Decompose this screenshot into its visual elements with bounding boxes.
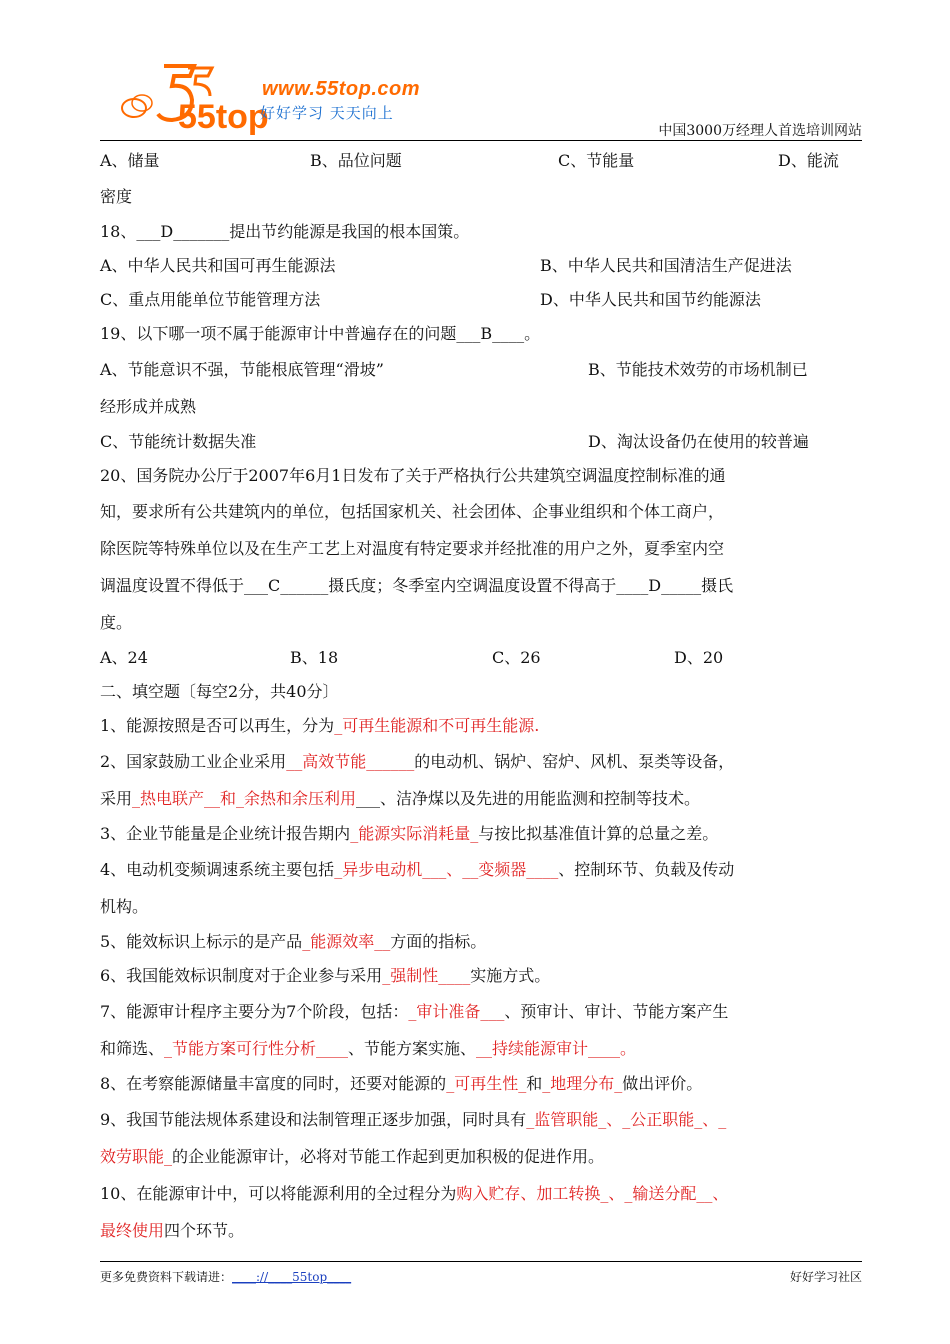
fill-5: 5、能效标识上标示的是产品_能源效率__方面的指标。 bbox=[100, 932, 487, 951]
fill-7-answer-1: _审计准备___ bbox=[408, 1002, 505, 1021]
fill-8-answer-2: _地理分布_ bbox=[542, 1074, 623, 1093]
q18-options-row1 bbox=[100, 249, 862, 283]
fill-5-answer: _能源效率__ bbox=[302, 932, 391, 951]
fill-2-answer-1: __高效节能______ bbox=[286, 752, 415, 771]
page-header bbox=[100, 52, 862, 140]
q19-stem: 19、以下哪一项不属于能源审计中普遍存在的问题___B____。 bbox=[100, 324, 541, 343]
q17-option-a: A、储量 bbox=[100, 151, 160, 170]
q18-stem: 18、___D_______提出节约能源是我国的根本国策。 bbox=[100, 222, 470, 241]
fill-1: 1、能源按照是否可以再生，分为_可再生能源和不可再生能源. bbox=[100, 716, 540, 735]
fill-7-line-2: 和筛选、_节能方案可行性分析____、节能方案实施、__持续能源审计____。 bbox=[100, 1039, 637, 1058]
q17-option-b: B、品位问题 bbox=[310, 151, 402, 170]
fill-10-line-1: 10、在能源审计中，可以将能源利用的全过程分为购入贮存、加工转换_、_输送分配__、 bbox=[100, 1184, 729, 1203]
fill-6-answer: _强制性____ bbox=[382, 966, 471, 985]
q20-option-b: B、18 bbox=[290, 648, 339, 667]
fill-7-line-1: 7、能源审计程序主要分为7个阶段，包括：_审计准备___、预审计、审计、节能方案产生 bbox=[100, 1002, 729, 1021]
logo-text: 55top bbox=[178, 98, 269, 136]
fill-7-answer-2: _节能方案可行性分析____ bbox=[164, 1039, 349, 1058]
fill-1-answer: _可再生能源和不可再生能源. bbox=[334, 716, 540, 735]
fill-9-answer-1: _监管职能_、_公正职能_、_ bbox=[526, 1110, 727, 1129]
section-2-title: 二、填空题〔每空2分，共40分〕 bbox=[100, 682, 339, 701]
q19-option-d: D、淘汰设备仍在使用的较普遍 bbox=[588, 432, 809, 451]
q19-option-b: B、节能技术效劳的市场机制已 bbox=[588, 360, 808, 379]
q20-line-5: 度。 bbox=[100, 613, 133, 632]
fill-9-answer-2: 效劳职能_ bbox=[100, 1147, 173, 1166]
q17-option-d-continued: 密度 bbox=[100, 187, 133, 206]
q20-line-1: 20、国务院办公厅于2007年6月1日发布了关于严格执行公共建筑空调温度控制标准的通 bbox=[100, 466, 726, 485]
fill-2-line-2: 采用_热电联产__和_余热和余压利用___、洁净煤以及先进的用能监测和控制等技术。 bbox=[100, 789, 701, 808]
q18-options-row2 bbox=[100, 283, 862, 317]
fill-4-line-2: 机构。 bbox=[100, 897, 149, 916]
q19-options-row2 bbox=[100, 425, 862, 459]
footer-link[interactable]: ____://____55top____ bbox=[232, 1270, 352, 1284]
q20-line-3: 除医院等特殊单位以及在生产工艺上对温度有特定要求并经批准的用户之外，夏季室内空 bbox=[100, 539, 725, 558]
55top-logo-icon bbox=[112, 56, 269, 136]
fill-4-line-1: 4、电动机变频调速系统主要包括_异步电动机___、__变频器____、控制环节、负载及传动 bbox=[100, 860, 735, 879]
q19-option-a: A、节能意识不强，节能根底管理“滑坡” bbox=[100, 360, 384, 379]
fill-7-answer-3: __持续能源审计____。 bbox=[476, 1039, 637, 1058]
q17-option-d: D、能流 bbox=[778, 151, 839, 170]
site-slogan: 好好学习 天天向上 bbox=[260, 104, 394, 122]
footer-download-text: 更多免费资料下载请进： bbox=[100, 1270, 233, 1284]
site-url: www.55top.com bbox=[262, 78, 421, 100]
q20-line-4: 调温度设置不得低于___C______摄氏度；冬季室内空调温度设置不得高于____D_____摄氏 bbox=[100, 576, 734, 595]
q19-options-row1 bbox=[100, 351, 862, 388]
fill-8: 8、在考察能源储量丰富度的同时，还要对能源的_可再生性_和_地理分布_做出评价。 bbox=[100, 1074, 703, 1093]
fill-6: 6、我国能效标识制度对于企业参与采用_强制性____实施方式。 bbox=[100, 966, 551, 985]
q18-option-d: D、中华人民共和国节约能源法 bbox=[540, 290, 761, 309]
fill-4-answer: _异步电动机___、__变频器____ bbox=[334, 860, 559, 879]
fill-9-line-2: 效劳职能_的企业能源审计，必将对节能工作起到更加积极的促进作用。 bbox=[100, 1147, 605, 1166]
q20-option-c: C、26 bbox=[492, 648, 541, 667]
q17-options bbox=[100, 144, 862, 178]
q20-option-d: D、20 bbox=[674, 648, 724, 667]
fill-8-answer-1: _可再生性_ bbox=[446, 1074, 527, 1093]
q18-option-a: A、中华人民共和国可再生能源法 bbox=[100, 256, 336, 275]
footer-divider bbox=[100, 1261, 862, 1262]
q20-option-a: A、24 bbox=[100, 648, 148, 667]
fill-2-answer-2: _热电联产__和_余热和余压利用 bbox=[132, 789, 357, 808]
q17-option-c: C、节能量 bbox=[558, 151, 635, 170]
fill-10-answer-1: 购入贮存、加工转换_、_输送分配__、 bbox=[456, 1184, 729, 1203]
q19-option-c: C、节能统计数据失准 bbox=[100, 432, 257, 451]
fill-10-answer-2: 最终使用 bbox=[100, 1221, 165, 1240]
fill-2-line-1: 2、国家鼓励工业企业采用__高效节能______的电动机、锅炉、窑炉、风机、泵类等设备， bbox=[100, 752, 735, 771]
q18-option-c: C、重点用能单位节能管理方法 bbox=[100, 290, 321, 309]
site-tagline: 中国3000万经理人首选培训网站 bbox=[658, 123, 862, 139]
q20-options bbox=[100, 641, 862, 675]
footer-community: 好好学习社区 bbox=[789, 1270, 862, 1284]
fill-3-answer: _能源实际消耗量_ bbox=[350, 824, 479, 843]
q20-line-2: 知，要求所有公共建筑内的单位，包括国家机关、社会团体、企事业组织和个体工商户， bbox=[100, 502, 725, 521]
fill-10-line-2: 最终使用四个环节。 bbox=[100, 1221, 245, 1240]
q18-option-b: B、中华人民共和国清洁生产促进法 bbox=[540, 256, 792, 275]
q19-option-b-continued: 经形成并成熟 bbox=[100, 397, 197, 416]
page-content bbox=[100, 144, 862, 1249]
header-divider bbox=[100, 140, 862, 141]
fill-3: 3、企业节能量是企业统计报告期内_能源实际消耗量_与按比拟基准值计算的总量之差。 bbox=[100, 824, 719, 843]
fill-9-line-1: 9、我国节能法规体系建设和法制管理正逐步加强，同时具有_监管职能_、_公正职能_、_ bbox=[100, 1110, 727, 1129]
